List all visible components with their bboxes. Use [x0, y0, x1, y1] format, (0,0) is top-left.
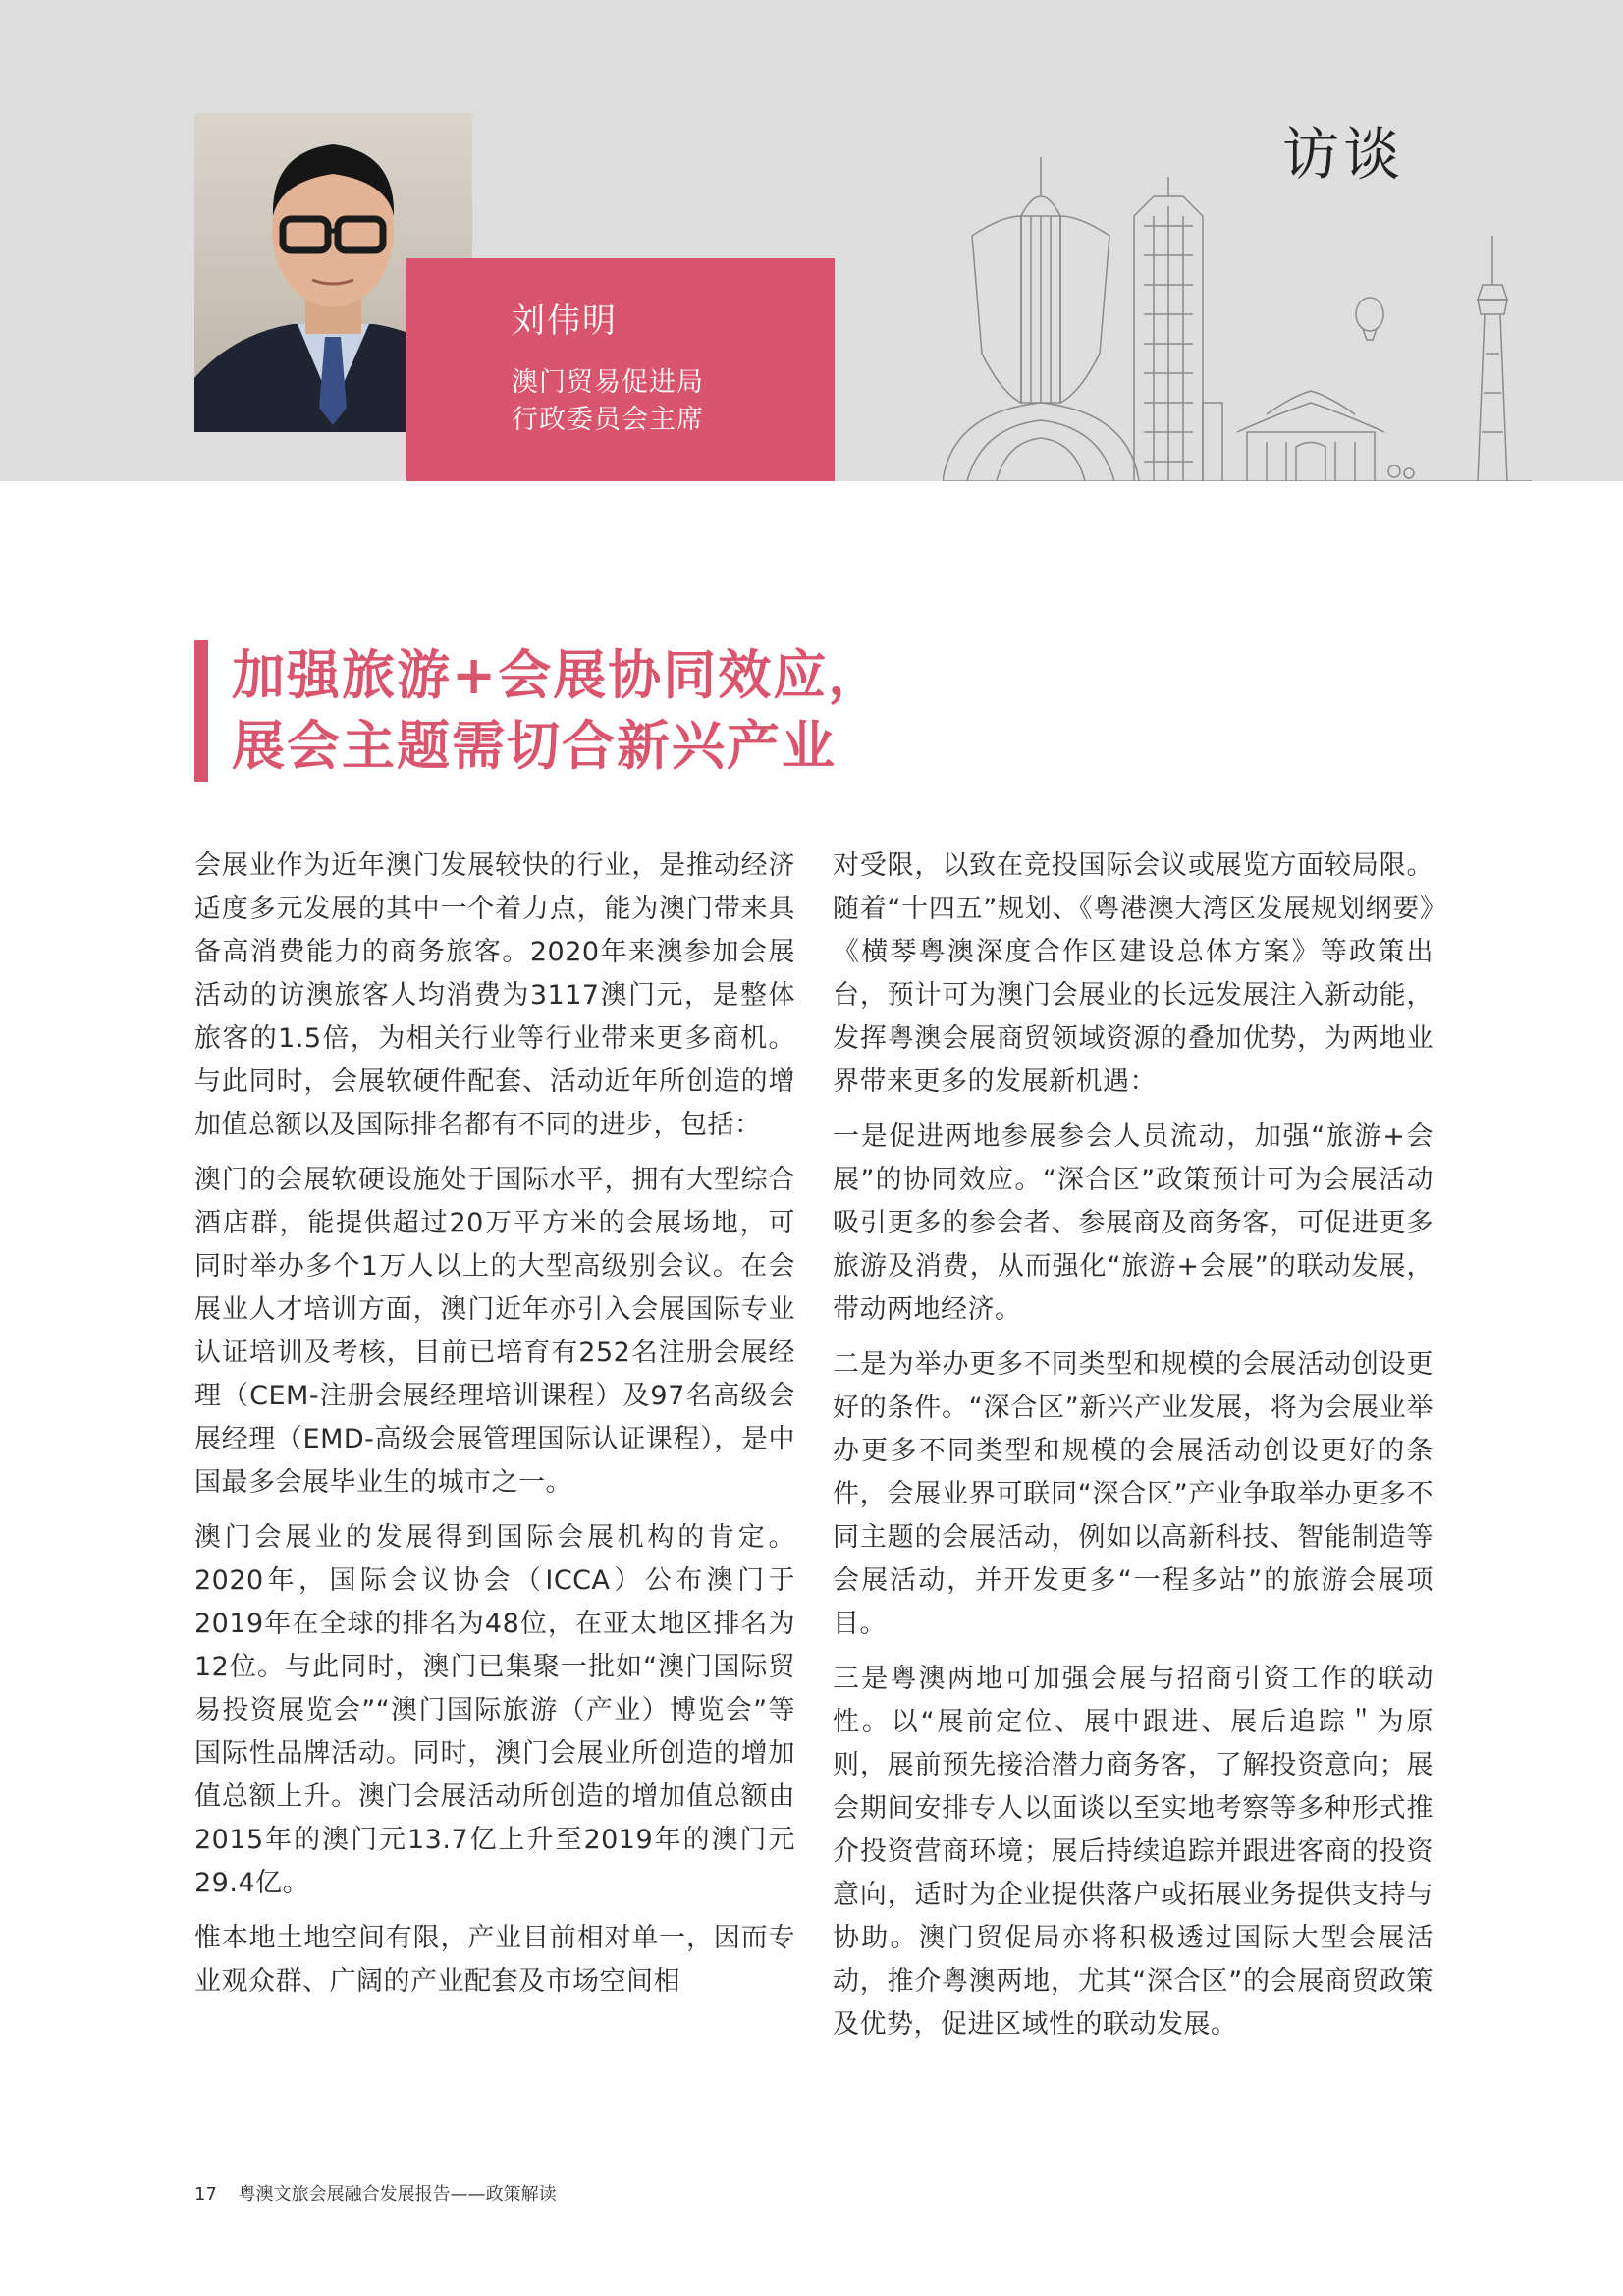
headline	[194, 640, 1274, 782]
paragraph: 一是促进两地参展参会人员流动，加强“旅游+会展”的协同效应。“深合区”政策预计可为会展活动吸引更多的参会者、参展商及商务客，可促进更多旅游及消费，从而强化“旅游+会展”的联动发展，带动两地经济。	[833, 1121, 1434, 1325]
article-left-column	[194, 845, 795, 2015]
page-number: 17	[194, 2184, 217, 2205]
section-label: 访谈	[1282, 121, 1405, 188]
paragraph: 会展业作为近年澳门发展较快的行业，是推动经济适度多元发展的其中一个着力点，能为澳门带来具备高消费能力的商务旅客。2020年来澳参加会展活动的访澳旅客人均消费为3117澳门元，是整体旅客的1.5倍，为相关行业等行业带来更多商机。与此同时，会展软硬件配套、活动近年所创造的增加值总额以及国际排名都有不同的进步，包括：	[194, 850, 795, 1140]
headline-line1: 加强旅游+会展协同效应，	[232, 644, 884, 706]
article-right-column	[833, 845, 1434, 2058]
headline-line2: 展会主题需切合新兴产业	[232, 715, 837, 777]
paragraph: 对受限，以致在竞投国际会议或展览方面较局限。随着“十四五”规划、《粤港澳大湾区发展规划纲要》《横琴粤澳深度合作区建设总体方案》等政策出台，预计可为澳门会展业的长远发展注入新动能，发挥粤澳会展商贸领域资源的叠加优势，为两地业界带来更多的发展新机遇：	[833, 850, 1434, 1097]
person-title-line1: 澳门贸易促进局	[512, 367, 704, 398]
name-card	[406, 258, 835, 481]
page-footer	[194, 2183, 557, 2207]
paragraph: 二是为举办更多不同类型和规模的会展活动创设更好的条件。“深合区”新兴产业发展，将为会展业举办更多不同类型和规模的会展活动创设更好的条件，会展业界可联同“深合区”产业争取举办更多不同主题的会展活动，例如以高新科技、智能制造等会展活动，并开发更多“一程多站”的旅游会展项目。	[833, 1349, 1434, 1639]
publication-title: 粤澳文旅会展融合发展报告——政策解读	[238, 2184, 557, 2205]
paragraph: 三是粤澳两地可加强会展与招商引资工作的联动性。以“展前定位、展中跟进、展后追踪＂为原则，展前预先接洽潜力商务客，了解投资意向；展会期间安排专人以面谈以至实地考察等多种形式推介投资营商环境；展后持续追踪并跟进客商的投资意向，适时为企业提供落户或拓展业务提供支持与协助。澳门贸促局亦将积极透过国际大型会展活动，推介粤澳两地，尤其“深合区”的会展商贸政策及优势，促进区域性的联动发展。	[833, 1664, 1434, 2040]
paragraph: 澳门会展业的发展得到国际会展机构的肯定。2020年，国际会议协会（ICCA）公布澳门于2019年在全球的排名为48位，在亚太地区排名为12位。与此同时，澳门已集聚一批如“澳门国际贸易投资展览会”“澳门国际旅游（产业）博览会”等国际性品牌活动。同时，澳门会展业所创造的增加值总额上升。澳门会展活动所创造的增加值总额由2015年的澳门元13.7亿上升至2019年的澳门元29.4亿。	[194, 1522, 795, 1898]
person-title-line2: 行政委员会主席	[512, 405, 704, 435]
paragraph: 惟本地土地空间有限，产业目前相对单一，因而专业观众群、广阔的产业配套及市场空间相	[194, 1923, 795, 1996]
paragraph: 澳门的会展软硬设施处于国际水平，拥有大型综合酒店群，能提供超过20万平方米的会展场地，可同时举办多个1万人以上的大型高级别会议。在会展业人才培训方面，澳门近年亦引入会展国际专业认证培训及考核，目前已培育有252名注册会展经理（CEM-注册会展经理培训课程）及97名高级会展经理（EMD-高级会展管理国际认证课程），是中国最多会展毕业生的城市之一。	[194, 1165, 795, 1498]
person-name: 刘伟明	[512, 301, 618, 341]
macau-skyline-illustration	[943, 157, 1542, 481]
